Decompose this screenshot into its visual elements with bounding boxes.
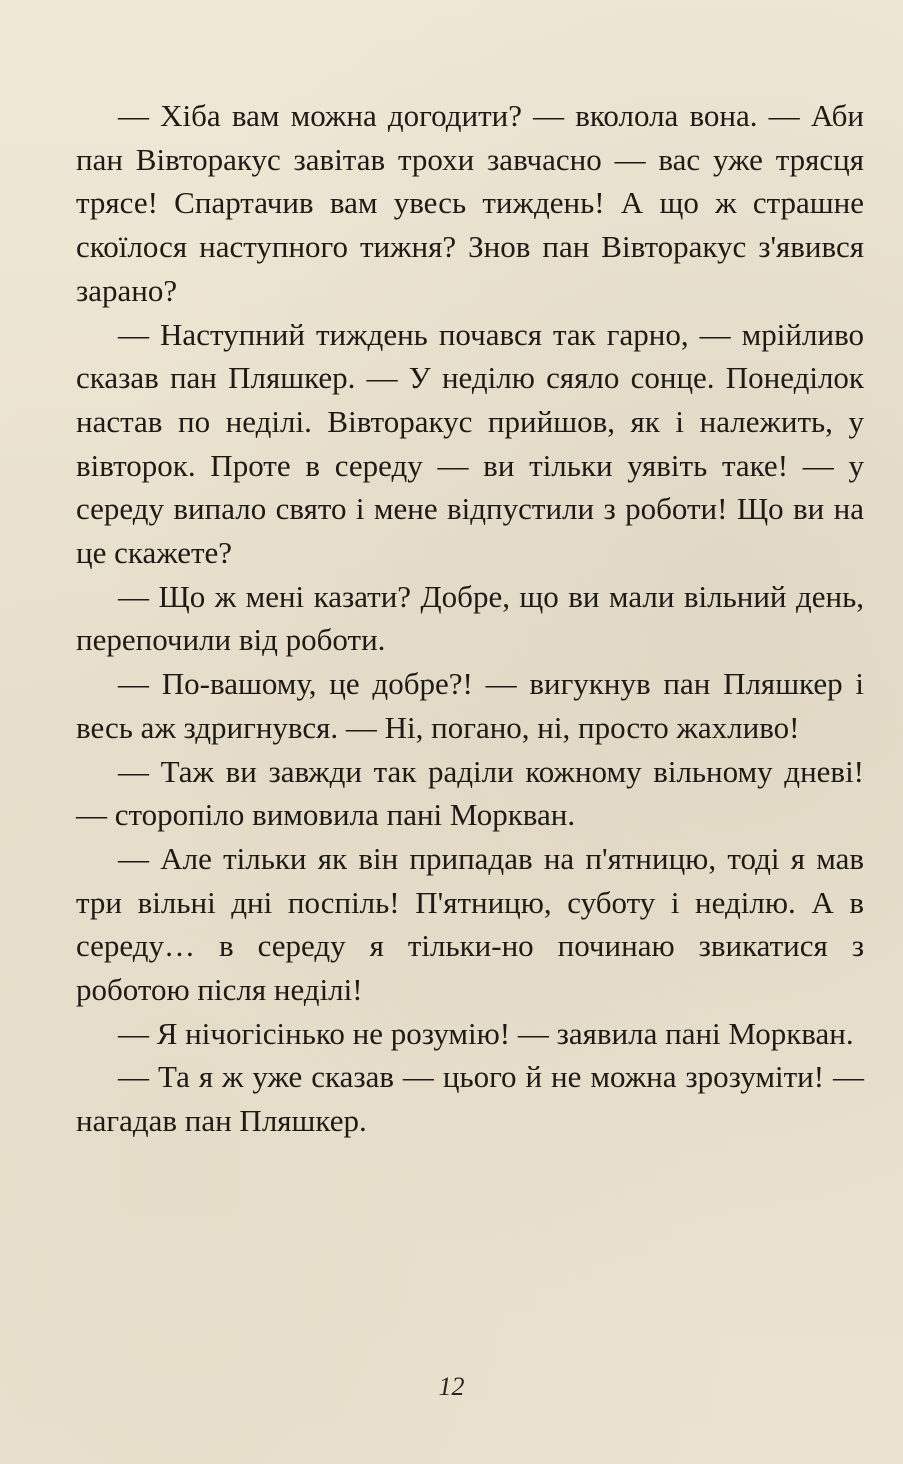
paragraph: — Я нічогісінько не розумію! — заявила пані Моркван. (118, 1015, 854, 1051)
paragraph: — Що ж мені казати? Добре, що ви мали вільний день, перепочили від роботи. (76, 578, 864, 658)
page-number: 12 (438, 1372, 465, 1401)
paragraph: — Хіба вам можна догодити? — вколола вона. — Аби пан Вівторакус завітав трохи завчасно — вас уже трясця трясе! Спартачив вам увесь тиждень! А що ж страшне скоїлося наступного тижня? Знов пан Вівторакус з'явився зарано? (76, 98, 864, 308)
paragraph: — Таж ви завжди так раділи кожному вільному дневі! — сторопіло вимовила пані Моркван. (76, 753, 864, 833)
page-text (76, 94, 864, 1143)
paragraph: — Але тільки як він припадав на п'ятницю, тоді я мав три вільні дні поспіль! П'ятницю, суботу і неділю. А в середу… в середу я тільки-но починаю звикатися з роботою після неділі! (76, 840, 864, 1008)
paragraph: — Та я ж уже сказав — цього й не можна зрозуміти! — нагадав пан Пляшкер. (76, 1059, 864, 1139)
paragraph: — По-вашому, це добре?! — вигукнув пан Пляшкер і весь аж здригнувся. — Ні, погано, ні, просто жахливо! (76, 666, 864, 745)
paragraph: — Наступний тиждень почався так гарно, — мрійливо сказав пан Пляшкер. — У неділю сяяло сонце. Понеділок настав по неділі. Вівторакус прийшов, як і належить, у вівторок. Проте в середу — ви тільки уявіть таке! — у середу випало свято і мене відпустили з роботи! Що ви на це скажете? (76, 316, 864, 571)
